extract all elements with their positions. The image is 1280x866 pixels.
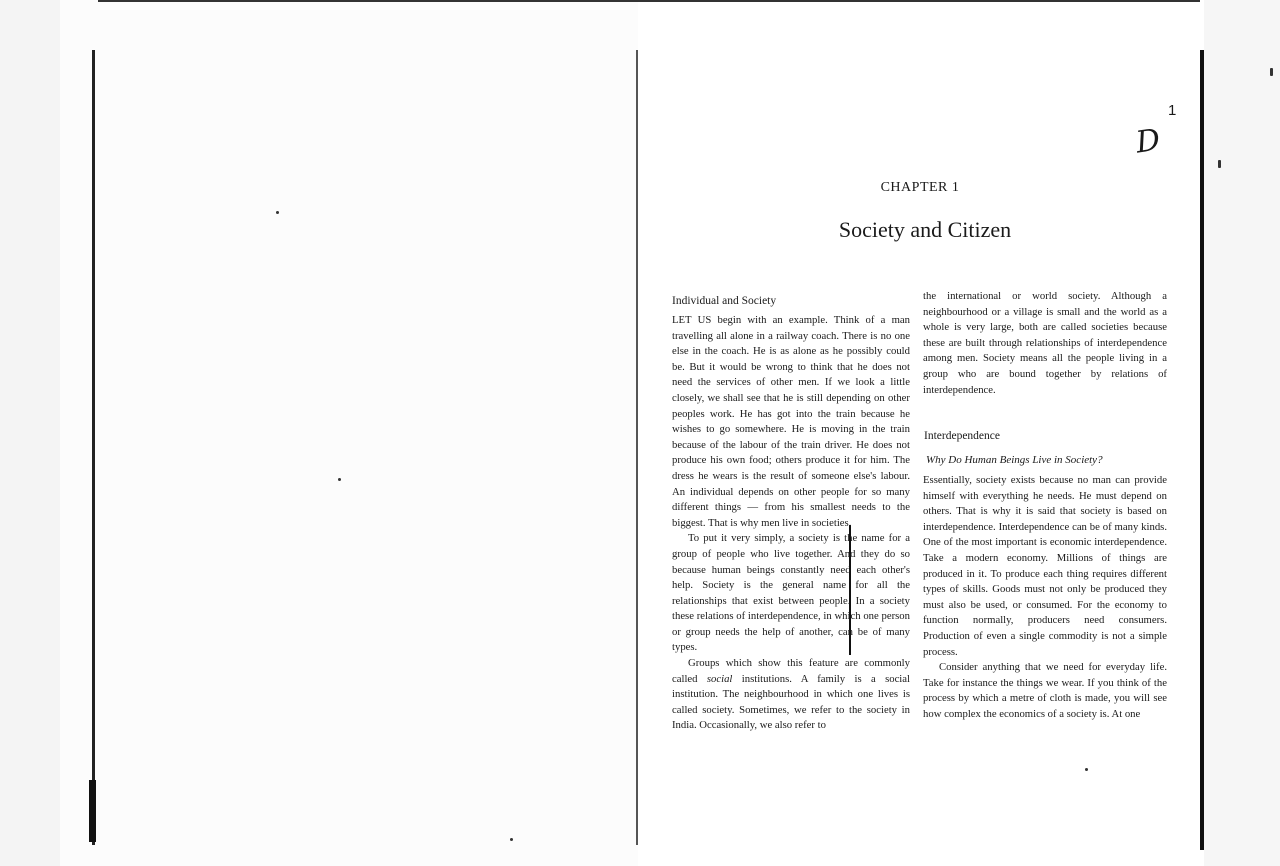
- paragraph: Essentially, society exists because no man can provide himself with everything he needs. He must depend on others. That is why it is said that society is based on interdependence. Interdependence can be of many kinds. One of the most important is economic interdependence. Take a modern economy. Millions of things are produced in it. To produce each thing requires different types of skills. Goods must not only be produced they must also be used, or consumed. For the economy to function normally, producers need consumers. Production of even a single commodity is not a simple process.: [923, 474, 1167, 658]
- lead-in: LET US: [672, 314, 712, 326]
- scan-top-edge: [98, 0, 1200, 2]
- section-heading-individual-and-society: Individual and Society: [672, 295, 777, 307]
- subheading-why-live-in-society: Why Do Human Beings Live in Society?: [926, 454, 1103, 466]
- left-text-column: [672, 313, 910, 734]
- chapter-title: Society and Citizen: [838, 217, 1012, 242]
- right-text-column-bottom: [923, 473, 1167, 723]
- book-spine-line: [636, 50, 638, 845]
- chapter-label: CHAPTER 1: [880, 180, 960, 195]
- speck: [276, 211, 279, 214]
- paragraph: Consider anything that we need for everyday life. Take for instance the things we wear. If you think of the process by which a metre of cloth is made, you will see how complex the economics of a society is. At one: [923, 661, 1167, 720]
- handwritten-mark: D: [1133, 122, 1163, 161]
- paragraph: To put it very simply, a society is the name for a group of people who live together. And they do so because human beings constantly need each other's help. Society is the general name for all the relationships that exist between people. In a society these relations of interdependence, in which one person or group needs the help of another, can be of many types.: [672, 532, 910, 654]
- scan-outer-margin: [0, 0, 60, 866]
- left-page-edge-line: [92, 50, 95, 845]
- paragraph-text: Groups which show this feature are commonly called: [672, 657, 910, 685]
- right-page-edge-line: [1200, 50, 1204, 850]
- right-text-column-top: [923, 289, 1167, 398]
- paragraph: [672, 656, 910, 734]
- speck: [338, 478, 341, 481]
- paragraph: [672, 313, 910, 531]
- scan-right-margin: [1204, 0, 1280, 866]
- paragraph-text: begin with an example. Think of a man travelling all alone in a railway coach. There is no one else in the coach. He is as alone as he possibly could be. But it would be wrong to think that he does not need the services of other men. If we look a little closely, we shall see that he is still depending on other peoples work. He has got into the train because he wishes to go somewhere. He is moving in the train because of the labour of the train driver. He does not produce his own food; others produce it for him. The dress he wears is the result of someone else's labour. An individual depends on other people for so many different things — from his smallest needs to the biggest. That is why men live in societies.: [672, 314, 910, 529]
- speck: [1270, 68, 1273, 76]
- paragraph-text: institutions. A family is a social institution. The neighbourhood in which one lives is called society. Sometimes, we refer to the society in India. Occasionally, we also refer to: [672, 672, 910, 732]
- speck: [1218, 160, 1221, 168]
- left-page-edge-shadow: [89, 780, 96, 842]
- speck: [510, 838, 513, 841]
- section-heading-interdependence: Interdependence: [924, 430, 1000, 442]
- speck: [1085, 768, 1088, 771]
- emphasis-text: social: [706, 672, 733, 685]
- left-page-blank: [60, 0, 638, 866]
- page-number: 1: [1168, 102, 1177, 119]
- paragraph: the international or world society. Although a neighbourhood or a village is small and the world as a whole is very large, both are called societies because these are built through relationships of interdependence among men. Society means all the people living in a group who are bound together by relations of interdependence.: [923, 290, 1167, 396]
